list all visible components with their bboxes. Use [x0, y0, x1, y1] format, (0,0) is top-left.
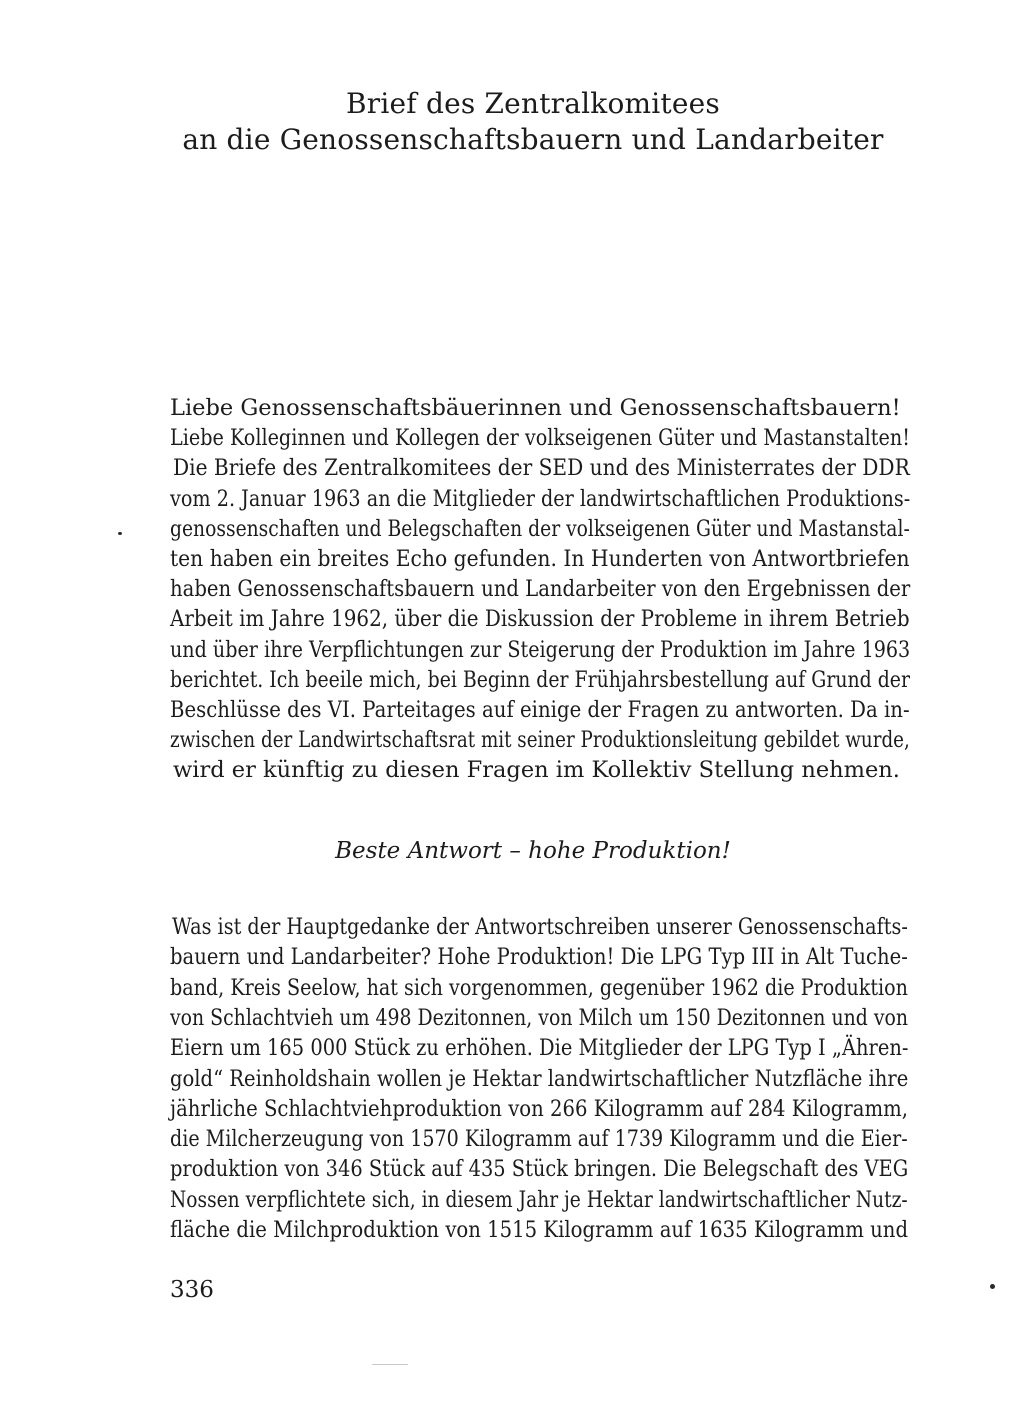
- scan-speck: [118, 532, 122, 535]
- text-line: von Schlachtvieh um 498 Dezitonnen, von Milch um 150 Dezitonnen und von: [170, 1004, 909, 1031]
- text-line: vom 2. Januar 1963 an die Mitglieder der landwirtschaftlichen Produktions-: [170, 485, 911, 512]
- document-title-line-2: an die Genossenschaftsbauern und Landarbeiter: [182, 123, 884, 156]
- text-line: Die Briefe des Zentralkomitees der SED und des Ministerrates der DDR: [173, 455, 910, 482]
- text-line: zwischen der Landwirtschaftsrat mit seiner Produktionsleitung gebildet wurde,: [170, 727, 910, 754]
- text-line: Beschlüsse des VI. Parteitages auf einige der Fragen zu antworten. Da in-: [170, 697, 910, 723]
- text-line: jährliche Schlachtviehproduktion von 266 Kilogramm auf 284 Kilogramm,: [170, 1095, 909, 1122]
- scan-hairline: [372, 1364, 408, 1365]
- text-line: ten haben ein breites Echo gefunden. In Hunderten von Antwortbriefen: [170, 546, 910, 572]
- text-line: Eiern um 165 000 Stück zu erhöhen. Die Mitglieder der LPG Typ I „Ähren-: [170, 1035, 909, 1062]
- text-line: Arbeit im Jahre 1962, über die Diskussion der Probleme in ihrem Betrieb: [170, 606, 910, 633]
- text-line: Liebe Kolleginnen und Kollegen der volkseigenen Güter und Mastanstalten!: [170, 425, 910, 452]
- scan-speck: [990, 1284, 995, 1289]
- text-line: Nossen verpflichtete sich, in diesem Jahr je Hektar landwirtschaftlicher Nutz-: [170, 1186, 908, 1213]
- text-line: fläche die Milchproduktion von 1515 Kilogramm auf 1635 Kilogramm und: [170, 1217, 909, 1243]
- text-line: band, Kreis Seelow, hat sich vorgenommen, gegenüber 1962 die Produktion: [170, 974, 908, 1001]
- text-line: Was ist der Hauptgedanke der Antwortschreiben unserer Genossenschafts-: [172, 914, 908, 940]
- text-line: produktion von 346 Stück auf 435 Stück bringen. Die Belegschaft des VEG: [170, 1156, 909, 1183]
- section-subheading: Beste Antwort – hohe Produktion!: [335, 838, 731, 864]
- text-line: gold“ Reinholdshain wollen je Hektar landwirtschaftlicher Nutzfläche ihre: [170, 1065, 909, 1092]
- text-line: genossenschaften und Belegschaften der volkseigenen Güter und Mastanstal-: [170, 515, 910, 542]
- text-line: die Milcherzeugung von 1570 Kilogramm auf 1739 Kilogramm und die Eier-: [170, 1126, 908, 1153]
- text-line: Liebe Genossenschaftsbäuerinnen und Genossenschaftsbauern!: [170, 395, 901, 421]
- page-number: 336: [170, 1277, 214, 1303]
- text-line: bauern und Landarbeiter? Hohe Produktion! Die LPG Typ III in Alt Tuche-: [170, 944, 908, 971]
- text-line: berichtet. Ich beeile mich, bei Beginn der Frühjahrsbestellung auf Grund der: [170, 666, 910, 693]
- document-title-line-1: Brief des Zentralkomitees: [346, 87, 720, 120]
- text-line: und über ihre Verpflichtungen zur Steigerung der Produktion im Jahre 1963: [170, 636, 911, 663]
- text-line: haben Genossenschaftsbauern und Landarbeiter von den Ergebnissen der: [170, 576, 911, 603]
- text-line: wird er künftig zu diesen Fragen im Kollektiv Stellung nehmen.: [173, 757, 900, 784]
